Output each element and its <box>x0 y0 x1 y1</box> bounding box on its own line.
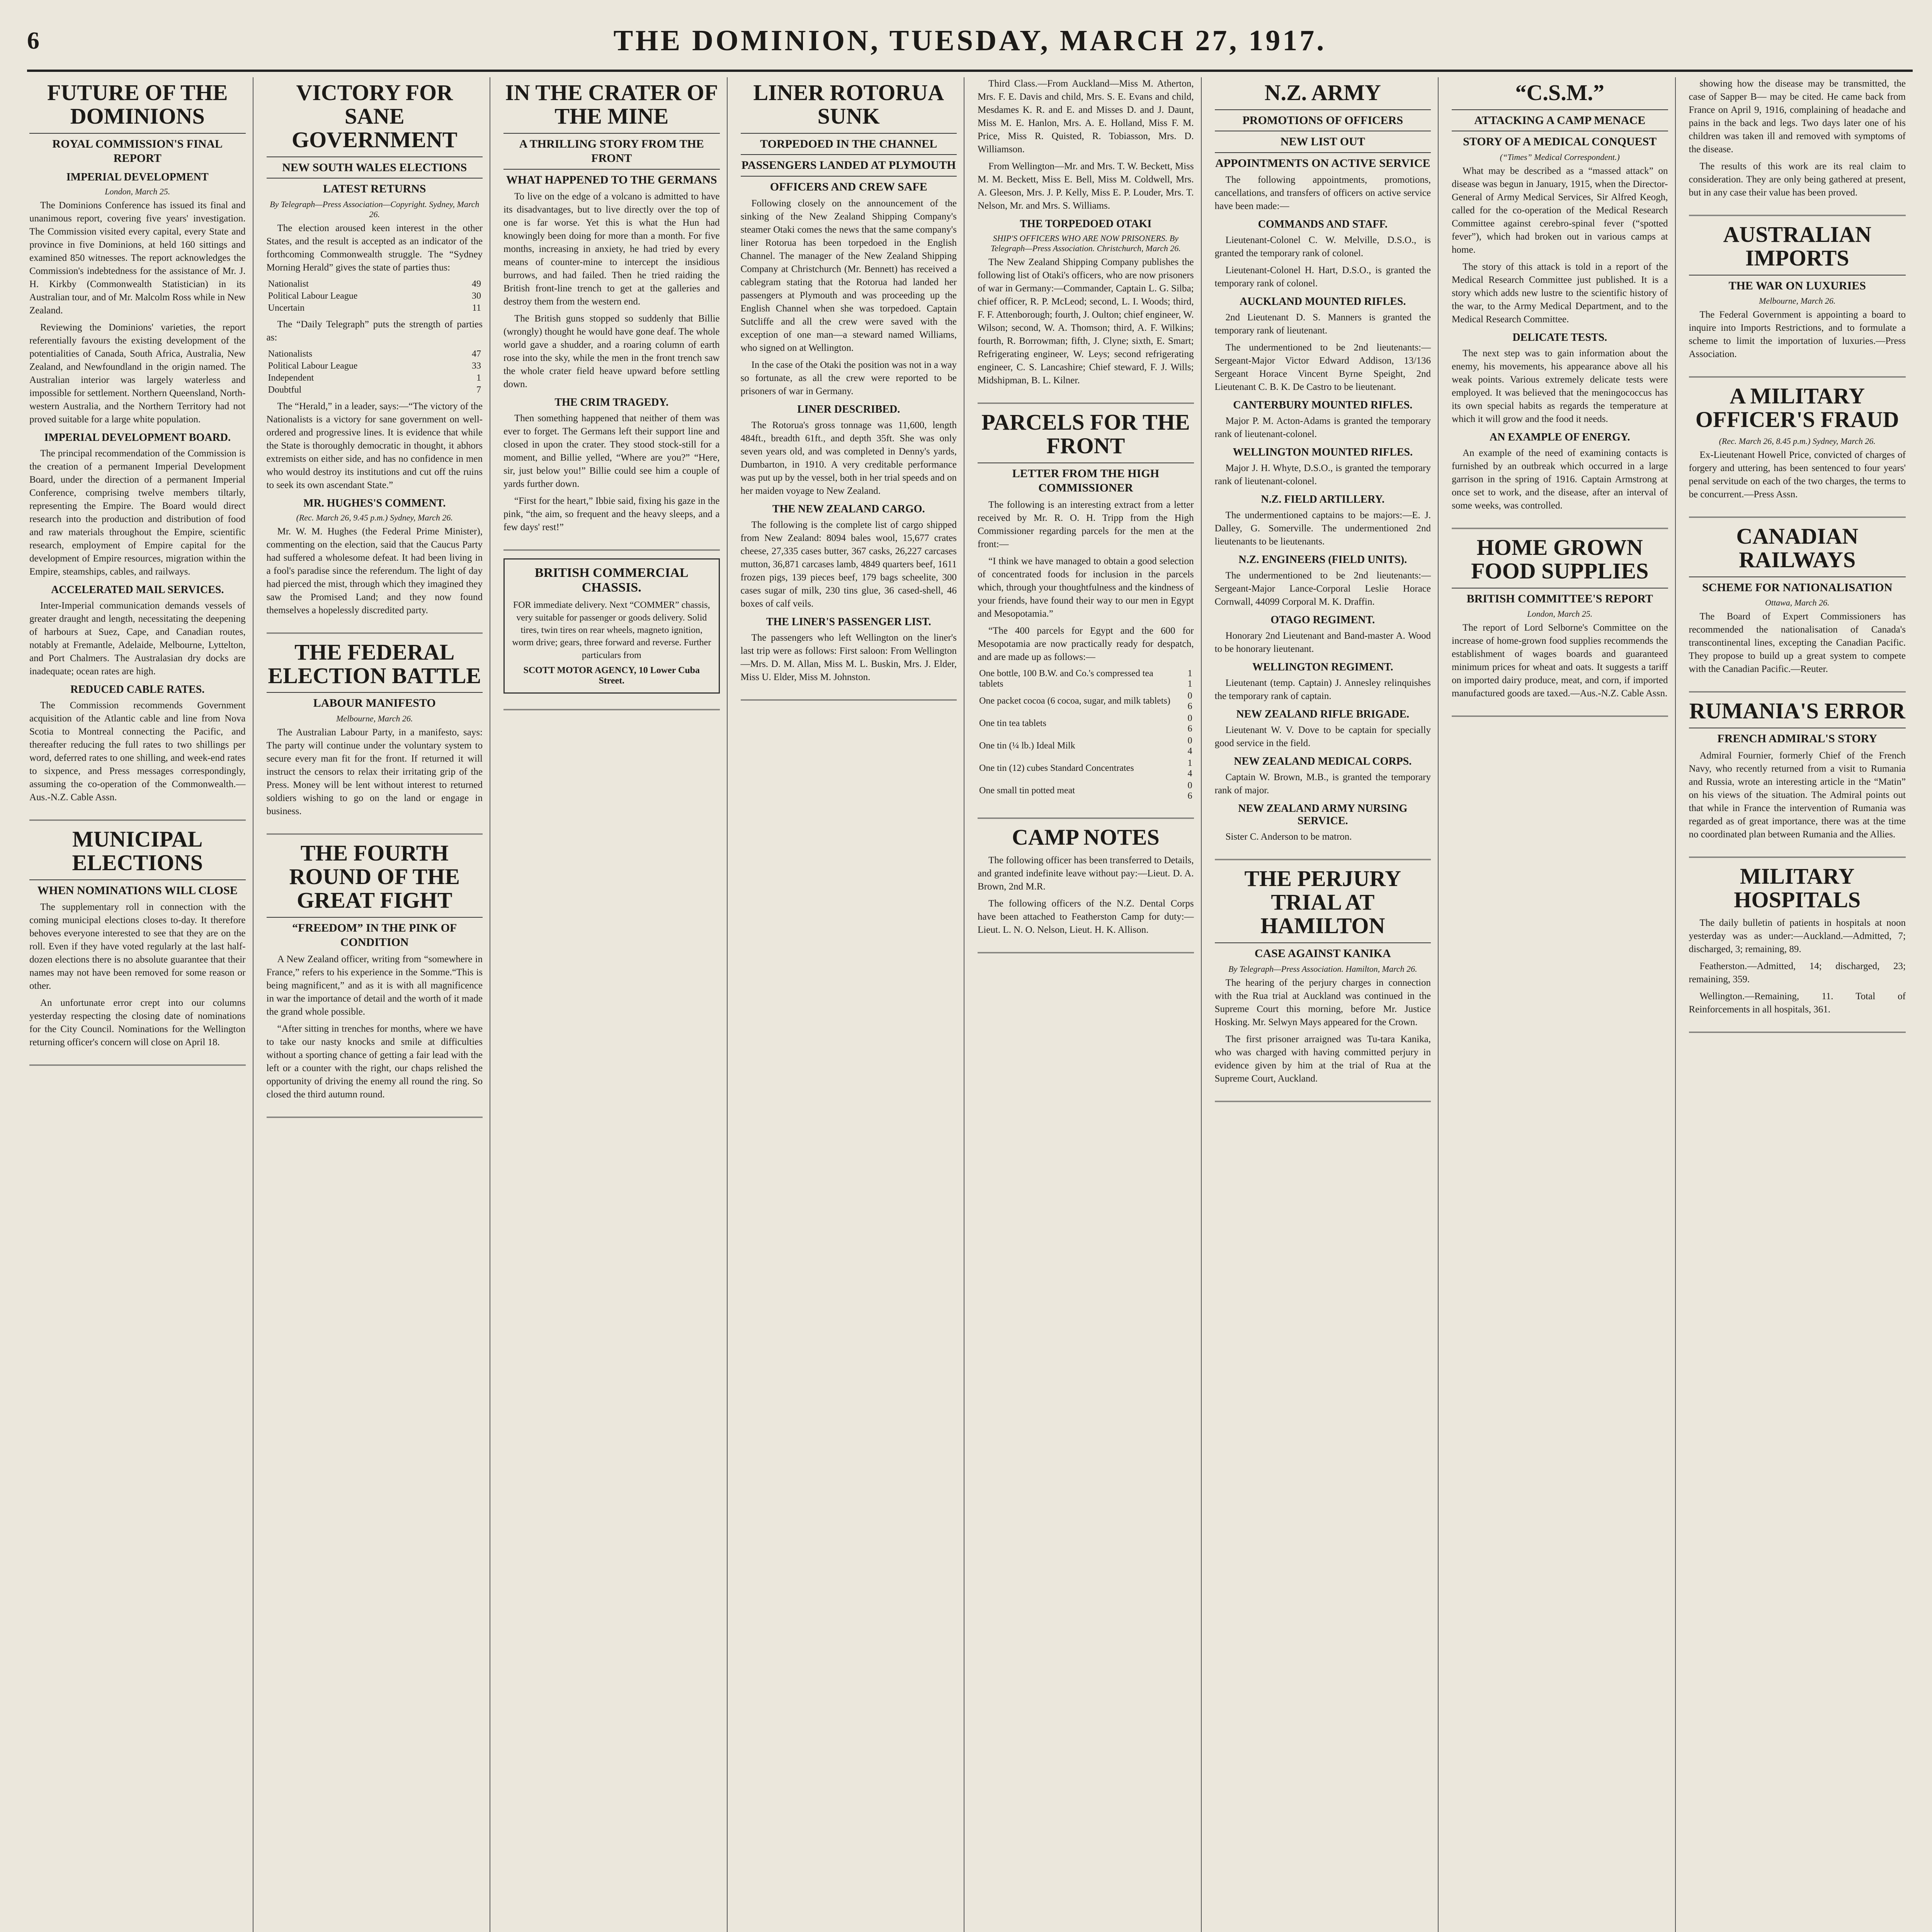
table-row <box>978 757 1194 780</box>
article <box>503 558 720 694</box>
deck: ATTACKING A CAMP MENACE <box>1452 109 1668 128</box>
column <box>264 77 491 1932</box>
deck: LETTER FROM THE HIGH COMMISSIONER <box>978 463 1194 495</box>
returns-table <box>267 348 483 396</box>
table-row <box>267 384 483 396</box>
dateline: Ottawa, March 26. <box>1765 598 1830 608</box>
article <box>1689 699 1906 841</box>
paragraph: The Board of Expert Commissioners has recommended the nationalisation of Canada's transcontinental lines, excepting the Canadian Pacific. They propose to build up a great system to compete with the Canadian Pacific.—Reuter. <box>1689 611 1906 675</box>
paragraph: Major P. M. Acton-Adams is granted the temporary rank of lieutenant-colonel. <box>1214 416 1431 440</box>
paragraph: showing how the disease may be transmitted, the case of Sapper B— may be cited. He came back from France on April 9, 1916, complaining of headache and pains in the back and legs. Two days later one of his children was taken ill and removed with symptoms of the disease. <box>1689 78 1906 155</box>
paragraph: The undermentioned to be 2nd lieutenants:—Sergeant-Major Victor Edward Addison, 13/136 Sergeant Horace Vincent Byrne Speight, 2nd Lieutenant C. B. K. De Castro to be lieutenant. <box>1214 342 1431 393</box>
table-value: 30 <box>472 291 481 301</box>
table-value: 1 1 <box>1187 668 1192 689</box>
paragraph: Lieutenant (temp. Captain) J. Annesley relinquishes the temporary rank of captain. <box>1214 678 1431 702</box>
paragraph: The results of this work are its real claim to consideration. They are only being gathered at present, but in any case their value has been proved. <box>1689 161 1906 198</box>
column-rule <box>267 1117 483 1118</box>
table-value: 47 <box>472 349 481 359</box>
paragraph: From Wellington—Mr. and Mrs. T. W. Beckett, Miss M. M. Beckett, Miss E. Bell, Miss M. Coldwell, Mrs. A. Gleeson, Mrs. J. P. Kelly, Miss E. P. Louder, Mrs. T. Nelson, Mr. and Mrs. S. Williams. <box>978 161 1194 211</box>
article <box>503 81 720 534</box>
headline: N.Z. ARMY <box>1264 80 1381 105</box>
table-value: 0 4 <box>1187 735 1192 756</box>
headline: A MILITARY OFFICER'S FRAUD <box>1695 383 1899 432</box>
subhead: NEW ZEALAND ARMY NURSING SERVICE. <box>1238 803 1408 827</box>
column-rule <box>1215 1101 1431 1102</box>
headline: THE FEDERAL ELECTION BATTLE <box>268 639 481 688</box>
paragraph: Major J. H. Whyte, D.S.O., is granted the temporary rank of lieutenant-colonel. <box>1214 463 1431 487</box>
deck: STORY OF A MEDICAL CONQUEST <box>1452 131 1668 149</box>
deck: CASE AGAINST KANIKA <box>1215 942 1431 961</box>
paragraph: An example of the need of examining contacts is furnished by an outbreak which occurred in a large garrison in the spring of 1916. Captain Armstrong at once set to work, and the disease, after an interval of some weeks, was controlled. <box>1452 447 1668 511</box>
headline: VICTORY FOR SANE GOVERNMENT <box>291 80 457 152</box>
column <box>1213 77 1439 1932</box>
table-row <box>978 668 1194 690</box>
deck: PASSENGERS LANDED AT PLYMOUTH <box>741 154 957 173</box>
table-label: One tin (¼ lb.) Ideal Milk <box>979 741 1075 751</box>
subhead: AN EXAMPLE OF ENERGY. <box>1489 431 1630 443</box>
paragraph: “After sitting in trenches for months, where we have to take our nasty knocks and smile at difficulties without a sporting chance of getting a fair lead with the left or a counter with the right, our chaps relished the opportunity of driving the enemy all round the ring. So closed the third autumn round. <box>266 1023 483 1100</box>
headline: THE FOURTH ROUND OF THE GREAT FIGHT <box>289 840 460 913</box>
column-rule <box>1452 528 1668 529</box>
paragraph: The election aroused keen interest in the other States, and the result is accepted as an indicator of the forthcoming Commonwealth struggle. The “Sydney Morning Herald” gives the state of parties thus: <box>266 223 483 273</box>
dateline: SHIP'S OFFICERS WHO ARE NOW PRISONERS. By Telegraph—Press Association. Christchurch, March 26. <box>990 233 1181 253</box>
subhead: THE CRIM TRAGEDY. <box>554 396 669 409</box>
column-rule <box>503 709 720 710</box>
paragraph: The New Zealand Shipping Company publishes the following list of Otaki's officers, who are now prisoners of war in Germany:—Commander, Captain L. G. Silba; chief officer, R. P. McLeod; second, L. I. Woods; third, F. F. Attenborough; fourth, J. Oulton; chief engineer, W. Wilson; second, W. A. Thomson; third, A. F. Wilkins; fourth, R. Borrowman; fifth, J. Clyne; sixth, E. Smart; Refrigerating engineer, W. Leys; second refrigerating engineer, C. S. Lancashire; Chief steward, F. J. Wills; Midshipman, B. L. Kilner. <box>978 257 1194 386</box>
article <box>1689 525 1906 676</box>
headline: AUSTRALIAN IMPORTS <box>1723 222 1871 270</box>
returns-table <box>978 668 1194 802</box>
column-rule <box>1689 517 1906 518</box>
headline: MILITARY HOSPITALS <box>1734 863 1861 912</box>
article <box>1452 536 1668 700</box>
deck: LABOUR MANIFESTO <box>267 692 483 711</box>
paragraph: What may be described as a “massed attack” on disease was begun in January, 1915, when the Director-General of Army Medical Services, Sir Alfred Keogh, called for the co-operation of the Medical Research Committee against cerebro-spinal fever (“spotted fever”), which had broken out in various camps at home. <box>1452 165 1668 255</box>
paragraph: The undermentioned captains to be majors:—E. J. Dalley, G. Somerville. The undermentioned 2nd lieutenants to be lieutenants. <box>1214 510 1431 547</box>
advertisement <box>503 558 720 694</box>
deck: NEW SOUTH WALES ELECTIONS <box>267 156 483 175</box>
subhead: N.Z. ENGINEERS (FIELD UNITS). <box>1238 554 1407 566</box>
table-row <box>267 278 483 290</box>
paragraph: The passengers who left Wellington on the liner's last trip were as follows: First saloon: From Wellington—Mrs. D. M. Allan, Miss M. L. Buskin, Mrs. J. Elder, Miss U. Elder, Miss M. Johnston. <box>740 633 957 683</box>
subhead: NEW ZEALAND RIFLE BRIGADE. <box>1236 708 1410 721</box>
paragraph: The following officers of the N.Z. Dental Corps have been attached to Featherston Camp for duty:—Lieut. L. N. O. Nelson, Lieut. H. K. Allison. <box>978 898 1194 935</box>
paragraph: The following appointments, promotions, cancellations, and transfers of officers on active service have been made:— <box>1214 175 1431 212</box>
paragraph: The hearing of the perjury charges in connection with the Rua trial at Auckland was continued in the Supreme Court this morning, before Mr. Justice Hosking. Mr. Selwyn Mays appeared for the Crown. <box>1214 977 1431 1027</box>
headline: MUNICIPAL ELECTIONS <box>72 826 203 875</box>
table-row <box>978 780 1194 802</box>
paragraph: To live on the edge of a volcano is admitted to have its disadvantages, but to live directly over the top of one is far worse. Yet this is what the Hun had knowingly been doing for more than a month. For five months, increasing in anxiety, he had tried by every means of counter-mine to intercept the insidious burrows, and had failed. Then he tried raiding the British front-line trench to get at the galleries and destroy them from the western end. <box>503 191 720 307</box>
table-label: One bottle, 100 B.W. and Co.'s compressed tea tablets <box>979 668 1153 689</box>
paragraph: “The 400 parcels for Egypt and the 600 for Mesopotamia are now practically ready for despatch, and are made up as follows:— <box>978 625 1194 662</box>
deck: APPOINTMENTS ON ACTIVE SERVICE <box>1215 152 1431 171</box>
deck: BRITISH COMMITTEE'S REPORT <box>1452 588 1668 606</box>
paragraph: The undermentioned to be 2nd lieutenants:—Sergeant-Major Lance-Corporal Leslie Horace Cornwall, 44099 Corporal M. K. Draffin. <box>1214 570 1431 607</box>
headline: “C.S.M.” <box>1515 80 1604 105</box>
column <box>27 77 253 1932</box>
dateline: London, March 25. <box>1527 609 1593 619</box>
table-value: 0 6 <box>1187 780 1192 801</box>
paragraph: The following officer has been transferred to Details, and granted indefinite leave without pay:—Lieut. D. A. Brown, 2nd M.R. <box>978 855 1194 892</box>
paragraph: Lieutenant-Colonel C. W. Melville, D.S.O., is granted the temporary rank of colonel. <box>1214 235 1431 259</box>
subhead: MR. HUGHES'S COMMENT. <box>303 497 446 509</box>
column <box>975 77 1202 1932</box>
paragraph: The “Daily Telegraph” puts the strength of parties as: <box>266 319 483 343</box>
column-rule <box>741 699 957 701</box>
subhead: AUCKLAND MOUNTED RIFLES. <box>1240 296 1406 308</box>
paragraph: Ex-Lieutenant Howell Price, convicted of charges of forgery and uttering, has been sentenced to four years' penal servitude on each of the two charges, the terms to be concurrent.—Press Assn. <box>1689 450 1906 500</box>
table-value: 33 <box>472 361 481 371</box>
headline: RUMANIA'S ERROR <box>1689 698 1905 724</box>
table-label: Nationalists <box>268 349 313 359</box>
article <box>1689 865 1906 1016</box>
newspaper-title: THE DOMINION, TUESDAY, MARCH 27, 1917. <box>613 24 1327 57</box>
dateline: (Rec. March 26, 8.45 p.m.) Sydney, March 26. <box>1719 436 1876 446</box>
masthead <box>27 12 1913 72</box>
ad-text: FOR immediate delivery. Next “COMMER” chassis, very suitable for passenger or goods delivery. Solid tires, twin tires on rear wheels, magneto ignition, worm drive; gears, three forward and reverse. Further particulars from <box>512 600 711 660</box>
paragraph: Reviewing the Dominions' varieties, the report referentially favours the existing development of the potentialities of Canada, South Africa, Australia, New Zealand, and Newfoundland in the origin named. The Australian interior was largely waterless and impossible for settlement. Northern Queensland, North-western Australia, and the Northern Territory had not proved suitable for a large white population. <box>29 322 246 425</box>
table-label: Doubtful <box>268 384 302 395</box>
paragraph: The story of this attack is told in a report of the Medical Research Committee just published. It is a story which adds new lustre to the scientific history of the war, to the Army Medical Department, and to the Medical Research Committee. <box>1452 261 1668 325</box>
table-label: One small tin potted meat <box>979 786 1075 796</box>
column-rule <box>978 818 1194 819</box>
subhead: NEW ZEALAND MEDICAL CORPS. <box>1234 755 1412 768</box>
article <box>267 641 483 818</box>
deck: ROYAL COMMISSION'S FINAL REPORT <box>29 133 246 166</box>
paragraph: The report of Lord Selborne's Committee on the increase of home-grown food supplies recommends the establishment of wages boards and guaranteed minimum prices for wheat and oats. It suggests a tariff on imported dairy produce, meat, and corn, if imported manufactured goods are taxed.—Aus.-N.Z. Cable Assn. <box>1452 622 1668 699</box>
column <box>1449 77 1676 1932</box>
column-rule <box>503 549 720 551</box>
column-rule <box>267 633 483 634</box>
column-rule <box>978 403 1194 404</box>
headline: IN THE CRATER OF THE MINE <box>505 80 718 129</box>
table-row <box>267 360 483 372</box>
deck: OFFICERS AND CREW SAFE <box>741 176 957 194</box>
dateline: (Rec. March 26, 9.45 p.m.) Sydney, March 26. <box>296 512 453 522</box>
deck: SCHEME FOR NATIONALISATION <box>1689 577 1906 595</box>
paragraph: “First for the heart,” Ibbie said, fixing his gaze in the pink, “the aim, so frequent and the heavy sleeps, and a few days' rest!” <box>503 496 720 533</box>
table-label: Political Labour League <box>268 291 358 301</box>
table-value: 0 6 <box>1187 713 1192 734</box>
deck: FRENCH ADMIRAL'S STORY <box>1689 728 1906 746</box>
deck: A THRILLING STORY FROM THE FRONT <box>503 133 720 166</box>
deck: WHAT HAPPENED TO THE GERMANS <box>503 169 720 187</box>
subhead: THE TORPEDOED OTAKI <box>1020 218 1152 230</box>
headline: CAMP NOTES <box>1012 824 1160 850</box>
deck: TORPEDOED IN THE CHANNEL <box>741 133 957 151</box>
column-rule <box>1689 376 1906 378</box>
headline: PARCELS FOR THE FRONT <box>981 410 1190 458</box>
paragraph: In the case of the Otaki the position was not in a way so fortunate, as all the crew were reported to be prisoners of war in Germany. <box>740 360 957 397</box>
paragraph: The supplementary roll in connection with the coming municipal elections closes to-day. It therefore behoves everyone interested to see that they are on the roll. Even if they have voted regularly at the last half-dozen elections there is no absolute guarantee that their names may not have been removed for some reason or other. <box>29 902 246 992</box>
column <box>501 77 728 1932</box>
table-label: One tin (12) cubes Standard Concentrates <box>979 763 1134 774</box>
paragraph: The Rotorua's gross tonnage was 11,600, length 484ft., breadth 61ft., and depth 35ft. She was only seven years old, and was completed in Denny's yards, Dumbarton, in 1910. A very creditable performance was put up by the vessel, both in her trial speeds and on her maiden voyage to New Zealand. <box>740 420 957 497</box>
subhead: IMPERIAL DEVELOPMENT <box>66 171 209 183</box>
paragraph: The “Herald,” in a leader, says:—“The victory of the Nationalists is a victory for sane government on well-ordered and progressive lines. It is evidence that while the State is thoroughly democratic in thought, it abhors extremists on either side, and has no confidence in men who would destroy its institutions and cut off the ruins to seek its own ascendant State.” <box>266 401 483 490</box>
paragraph: Sister C. Anderson to be matron. <box>1225 832 1352 842</box>
deck: THE WAR ON LUXURIES <box>1689 275 1906 293</box>
table-value: 1 4 <box>1187 758 1192 779</box>
subhead: THE LINER'S PASSENGER LIST. <box>766 616 931 628</box>
ad-title: BRITISH COMMERCIAL CHASSIS. <box>534 566 689 595</box>
table-value: 0 6 <box>1187 690 1192 711</box>
article <box>978 411 1194 802</box>
paragraph: A New Zealand officer, writing from “somewhere in France,” refers to his experience in the Somme.“This is being magnificent,” and as it is with all magnificence in war the importance of detail and the worth of it made the grand whole possible. <box>266 954 483 1017</box>
paragraph: The Australian Labour Party, in a manifesto, says: The party will continue under the voluntary system to secure every man fit for the front. If returned it will instruct the censors to relax their irritating grip of the Press. Money will be lent without interest to returned soldiers wishing to go on the land or engage in business. <box>266 727 483 816</box>
article <box>29 81 246 804</box>
table-row <box>267 302 483 314</box>
paragraph: The Dominions Conference has issued its final and unanimous report, covering five years' investigation. The Commission visited every capital, every State and province in five Dominions, at held 160 sittings and examined 850 witnesses. The report acknowledges the Commission's indebtedness for the assistance of Mr. J. H. Kirkby (Commonwealth Statistician) in its Australian tour, and of Mr. Malcolm Ross while in New Zealand. <box>29 200 246 316</box>
article <box>1452 81 1668 512</box>
paragraph: The next step was to gain information about the enemy, his movements, his appearance above all his weak points. Various extremely delicate tests were employed. It was believed that the meningococcus has its own special habits as regards the temperature at which it will grow and the food it needs. <box>1452 348 1668 424</box>
paragraph: Inter-Imperial communication demands vessels of greater draught and length, necessitating the deepening of harbours at Suez, Cape, and Canadian routes, notably at Fremantle, Adelaide, Melbourne, Lyttelton, and Port Chalmers. The Australasian dry docks are inadequate; ocean rates are high. <box>29 600 246 677</box>
paragraph: The following is an interesting extract from a letter received by Mr. R. O. H. Tripp from the High Commissioner regarding parcels for the men at the front:— <box>978 499 1194 549</box>
headline: LINER ROTORUA SUNK <box>753 80 944 129</box>
article <box>1215 867 1431 1085</box>
paragraph: The Federal Government is appointing a board to inquire into Imports Restrictions, and to formulate a scheme to limit the importation of luxuries.—Press Association. <box>1689 310 1906 360</box>
table-label: Political Labour League <box>268 361 358 371</box>
subhead: IMPERIAL DEVELOPMENT BOARD. <box>44 431 231 444</box>
table-row <box>978 735 1194 757</box>
column-rule <box>29 820 246 821</box>
paragraph: “I think we have managed to obtain a good selection of concentrated foods for inclusion in the parcels which, through your thoughtfulness and the kindness of your friends, have found their way to our men in Egypt and Mesopotamia.” <box>978 556 1194 619</box>
subhead: WELLINGTON MOUNTED RIFLES. <box>1233 446 1413 459</box>
subhead: COMMANDS AND STAFF. <box>1258 218 1388 231</box>
paragraph: The Commission recommends Government acquisition of the Atlantic cable and line from Nova Scotia to Montreal connecting the Pacific, and thereafter reducing the full rates to two shillings per word, deferred rates to one shilling, and week-end rates to sixpence, and Press messages correspondingly, assuming the co-operation of the Commonwealth.—Aus.-N.Z. Cable Assn. <box>29 700 246 803</box>
table-row <box>267 348 483 360</box>
article <box>1689 384 1906 501</box>
subhead: THE NEW ZEALAND CARGO. <box>772 503 925 515</box>
dateline: By Telegraph—Press Association—Copyright. Sydney, March 26. <box>270 199 480 219</box>
article <box>978 77 1194 387</box>
paragraph: Wellington.—Remaining, 11. Total of Reinforcements in all hospitals, 361. <box>1689 991 1906 1015</box>
column-rule <box>1215 859 1431 860</box>
article <box>978 826 1194 937</box>
table-label: Independent <box>268 372 314 383</box>
article <box>1689 77 1906 199</box>
column-rule <box>1452 716 1668 717</box>
table-label: One tin tea tablets <box>979 718 1046 729</box>
paragraph: The British guns stopped so suddenly that Billie (wrongly) thought he would have gone deaf. The whole world gave a shudder, and a roaring column of earth rose into the sky, while the men in the front trench saw the whole crater field heave upward before settling down. <box>503 313 720 390</box>
page-number: 6 <box>27 27 39 54</box>
paragraph: Then something happened that neither of them was ever to forget. The Germans left their support line and closed in upon the crater. They stood stock-still for a moment, and Billie yelled, “Where are you?” “Here, sir, just below you!” Billie could see him a couple of yards further down. <box>503 413 720 490</box>
table-row <box>267 290 483 302</box>
paragraph: An unfortunate error crept into our columns yesterday respecting the closing date of nominations for the City Council. Nominations for the Wellington returning officer's concern will close on April 18. <box>29 998 246 1048</box>
article <box>1689 223 1906 361</box>
article <box>741 81 957 684</box>
dateline: (“Times” Medical Correspondent.) <box>1500 152 1620 162</box>
table-label: Nationalist <box>268 279 309 289</box>
subhead: WELLINGTON REGIMENT. <box>1252 661 1393 673</box>
paragraph: Third Class.—From Auckland—Miss M. Atherton, Mrs. F. E. Davis and child, Mrs. S. E. Evans and child, Mesdames K. R. and E. and Misses D. and J. Daunt, Miss M. E. Hanlon, Mrs. A. E. Holland, Miss F. M. Price, Miss R. Quisted, R. Tobiasson, Mrs. D. Williamson. <box>978 78 1194 155</box>
returns-table <box>267 278 483 314</box>
table-value: 7 <box>476 384 481 395</box>
headline: THE PERJURY TRIAL AT HAMILTON <box>1244 866 1401 939</box>
paragraph: The following is the complete list of cargo shipped from New Zealand: 8094 bales wool, 15,677 crates cheese, 27,335 cases butter, 367 casks, 26,227 carcases mutton, 36,871 carcases lamb, 4849 quarters beef, 1611 frozen pigs, 139 pieces beef, 179 bags scheelite, 300 cases sugar of milk, 230 tins glue, 36 cased-shell, 46 boxes of calf veils. <box>740 520 957 609</box>
paragraph: The daily bulletin of patients in hospitals at noon yesterday was as under:—Auckland.—Admitted, 7; discharged, 3; remaining, 89. <box>1689 917 1906 954</box>
table-row <box>267 372 483 384</box>
column-rule <box>1689 1032 1906 1033</box>
table-label: Uncertain <box>268 303 305 313</box>
dateline: By Telegraph—Press Association. Hamilton, March 26. <box>1228 964 1417 974</box>
column-rule <box>978 952 1194 953</box>
paragraph: Captain W. Brown, M.B., is granted the temporary rank of major. <box>1214 772 1431 796</box>
article <box>1215 81 1431 844</box>
table-label: One packet cocoa (6 cocoa, sugar, and milk tablets) <box>979 696 1170 706</box>
headline: HOME GROWN FOOD SUPPLIES <box>1471 534 1649 583</box>
dateline: Melbourne, March 26. <box>1759 296 1836 306</box>
article <box>267 81 483 617</box>
column-rule <box>1689 691 1906 692</box>
subhead: CANTERBURY MOUNTED RIFLES. <box>1233 399 1413 412</box>
columns <box>27 77 1913 1932</box>
column-rule <box>267 833 483 835</box>
paragraph: Mr. W. M. Hughes (the Federal Prime Minister), commenting on the election, said that the Caucus Party had suffered a wholesome defeat. It had been living in a fool's paradise since the referendum. The light of day had pierced the mist, through which they imagined they saw the Promised Land; and they now found themselves a hopelessly discredited party. <box>266 526 483 616</box>
deck: WHEN NOMINATIONS WILL CLOSE <box>29 879 246 898</box>
table-value: 49 <box>472 279 481 289</box>
paragraph: Lieutenant W. V. Dove to be captain for specially good service in the field. <box>1214 725 1431 749</box>
subhead: N.Z. FIELD ARTILLERY. <box>1261 493 1385 506</box>
subhead: DELICATE TESTS. <box>1512 331 1607 344</box>
column-rule <box>1689 215 1906 216</box>
article <box>267 842 483 1101</box>
paragraph: The first prisoner arraigned was Tu-tara Kanika, who was charged with having committed perjury in evidence given by him at the trial of Rua at the Supreme Court, Auckland. <box>1214 1034 1431 1084</box>
subhead: OTAGO REGIMENT. <box>1270 614 1375 626</box>
paragraph: Following closely on the announcement of the sinking of the New Zealand Shipping Company's steamer Otaki comes the news that the same company's liner Rotorua has been torpedoed in the English Channel. The manager of the New Zealand Shipping Company at Christchurch (Mr. Bennett) has received a cablegram stating that the Rotorua had landed her passengers at Plymouth and was proceeding up the English Channel when she was torpedoed. Captain Sutcliffe and all the crew were saved with the exception of one man—a steward named Williams, who signed on at Wellington. <box>740 198 957 354</box>
column-rule <box>1689 857 1906 858</box>
paragraph: 2nd Lieutenant D. S. Manners is granted the temporary rank of lieutenant. <box>1214 312 1431 336</box>
paragraph: Honorary 2nd Lieutenant and Band-master A. Wood to be honorary lieutenant. <box>1214 631 1431 655</box>
paragraph: Featherston.—Admitted, 14; discharged, 23; remaining, 359. <box>1689 961 1906 985</box>
deck: PROMOTIONS OF OFFICERS <box>1215 109 1431 128</box>
subhead: ACCELERATED MAIL SERVICES. <box>51 583 224 596</box>
article <box>29 828 246 1049</box>
column <box>1687 77 1913 1932</box>
paragraph: Admiral Fournier, formerly Chief of the French Navy, who recently returned from a visit to Rumania and Russia, wrote an interesting article in the “Matin” on his views of the situation. The Admiral points out that while in France the intervention of Rumania was regarded as of great importance, there was at the time no coordinated plan between Rumania and the Allies. <box>1689 750 1906 840</box>
deck: NEW LIST OUT <box>1215 131 1431 149</box>
subhead: REDUCED CABLE RATES. <box>70 683 205 696</box>
dateline: London, March 25. <box>105 186 170 196</box>
headline: FUTURE OF THE DOMINIONS <box>47 80 228 129</box>
table-row <box>978 690 1194 713</box>
column-rule <box>29 1065 246 1066</box>
headline: CANADIAN RAILWAYS <box>1736 524 1859 572</box>
deck: “FREEDOM” IN THE PINK OF CONDITION <box>267 917 483 950</box>
deck: LATEST RETURNS <box>267 178 483 196</box>
table-row <box>978 713 1194 735</box>
table-value: 1 <box>476 372 481 383</box>
column <box>738 77 965 1932</box>
table-value: 11 <box>472 303 481 313</box>
subhead: LINER DESCRIBED. <box>797 403 900 416</box>
ad-address: SCOTT MOTOR AGENCY, 10 Lower Cuba Street. <box>523 665 700 686</box>
paragraph: The principal recommendation of the Commission is the creation of a permanent Imperial Development Board, under the direction of a permanent Imperial Conference, comprising twelve members tiltarly, representing the Empire. The Board would direct research into the production and distribution of food and raw materials throughout the Empire, scientific research, employment of Empire capital for the development of Empire resources, migration within the Empire, steamships, cables, and railways. <box>29 448 246 577</box>
dateline: Melbourne, March 26. <box>336 713 413 723</box>
paragraph: Lieutenant-Colonel H. Hart, D.S.O., is granted the temporary rank of colonel. <box>1214 265 1431 289</box>
